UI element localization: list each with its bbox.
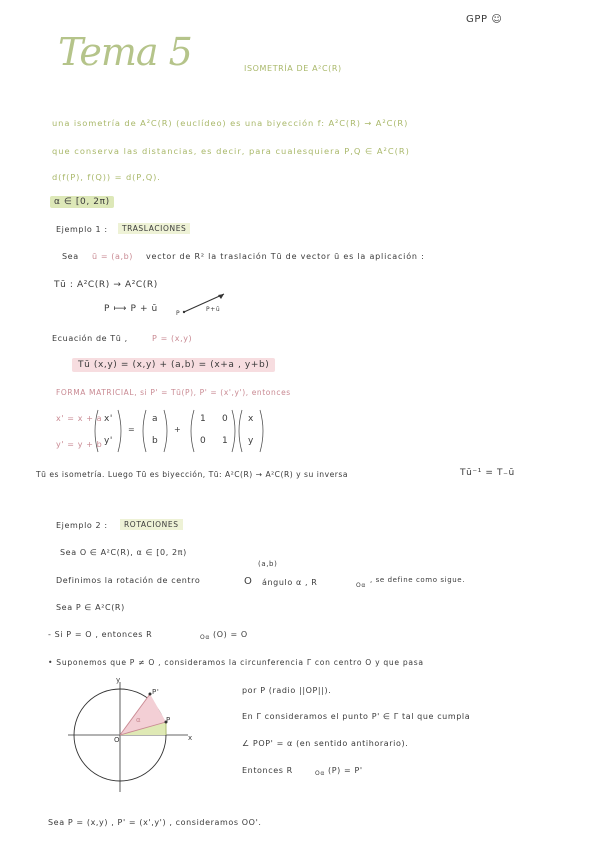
diagram-p-label: P: [176, 310, 181, 317]
diagram-pprime-label: P': [152, 688, 160, 696]
matrix-b-1: b: [152, 436, 159, 446]
diagram-pu-label: P+ū: [206, 306, 221, 313]
example-2-label: Ejemplo 2 :: [56, 521, 108, 530]
e1-map-2: P ⟼ P + ū: [104, 304, 158, 314]
e2-case-1-sub: Oα: [200, 634, 210, 641]
diagram-alpha-label: α: [136, 716, 142, 724]
matrix-id-1: 0: [222, 414, 229, 424]
example-1-label: Ejemplo 1 :: [56, 225, 108, 234]
e2-line-2-o: O: [244, 576, 253, 587]
matrix-id-3: 1: [222, 436, 229, 446]
matrix-lhs-0: x': [104, 414, 114, 424]
e2-line-2-sub: Oα: [356, 582, 366, 589]
definition-line-3: d(f(P), f(Q)) = d(P,Q).: [52, 172, 161, 182]
matrix-xy-0: x: [248, 414, 254, 424]
e2-right-3: ∠ POP' = α (en sentido antihorario).: [242, 739, 409, 748]
matrix-id-2: 0: [200, 436, 207, 446]
definition-line-2: que conserva las distancias, es decir, para cualesquiera P,Q ∈ A²C(R): [52, 146, 410, 156]
matrix-lhs-1: y': [104, 436, 114, 446]
example-1-tag: TRASLACIONES: [118, 223, 190, 234]
e1-forma-matricial: FORMA MATRICIAL, si P' = Tū(P), P' = (x',y'), entonces: [56, 388, 291, 397]
matrix-id-0: 1: [200, 414, 207, 424]
e1-inverse: Tū⁻¹ = T₋ū: [460, 468, 515, 478]
translation-arrow-diagram: [174, 288, 234, 318]
e1-ecuacion-point: P = (x,y): [152, 334, 193, 343]
matrix-equals: =: [128, 425, 136, 434]
e2-right-4-end: (P) = P': [328, 766, 363, 775]
matrix-xy-1: y: [248, 436, 254, 446]
e2-line-3: Sea P ∈ A²C(R): [56, 603, 125, 612]
e2-case-2: • Suponemos que P ≠ O , consideramos la circunferencia Γ con centro O y que pasa: [48, 658, 424, 667]
rotation-diagram: [66, 676, 196, 794]
matrix-plus: +: [174, 425, 182, 434]
e2-line-2a: Definimos la rotación de centro: [56, 576, 201, 585]
e1-line1-rest: vector de R² la traslación Tū de vector ū es la aplicación :: [146, 252, 425, 261]
definition-line-1: una isometría de A²C(R) (euclídeo) es una biyección f: A²C(R) → A²C(R): [52, 118, 409, 128]
diagram-y-label: y: [116, 676, 121, 684]
e2-line-2b: ángulo α , R: [262, 578, 318, 587]
e1-line1-u: ū = (a,b): [92, 252, 134, 261]
alpha-box: α ∈ [0, 2π): [50, 196, 114, 208]
e2-right-4-sub: Oα: [315, 770, 325, 777]
e2-bottom-line: Sea P = (x,y) , P' = (x',y') , consideramos OO'.: [48, 818, 262, 827]
e2-right-1: por P (radio ||OP||).: [242, 686, 332, 695]
diagram-p-label: P: [166, 716, 171, 724]
diagram-o-label: O: [114, 736, 121, 744]
e2-line-2-sup: (a,b): [258, 560, 278, 568]
diagram-x-label: x: [188, 734, 193, 742]
example-2-tag: ROTACIONES: [120, 519, 183, 530]
page-subtitle: ISOMETRÍA DE A²C(R): [244, 64, 342, 73]
e2-line-1: Sea O ∈ A²C(R), α ∈ [0, 2π): [60, 548, 187, 557]
e1-conclusion: Tū es isometría. Luego Tū es biyección, Tū: A²C(R) → A²C(R) y su inversa: [36, 470, 349, 479]
e2-line-2c: , se define como sigue.: [370, 576, 466, 584]
e1-eq-1: x' = x + a: [56, 414, 103, 423]
e1-map-1: Tū : A²C(R) → A²C(R): [54, 280, 158, 290]
e1-line1-sea: Sea: [62, 252, 79, 261]
header-tag: GPP ☺: [466, 14, 503, 25]
matrix-b-0: a: [152, 414, 159, 424]
e2-case-1-end: (O) = O: [213, 630, 248, 639]
e2-right-4: Entonces R: [242, 766, 293, 775]
e2-right-2: En Γ consideramos el punto P' ∈ Γ tal que cumpla: [242, 712, 471, 721]
e1-formula: Tū (x,y) = (x,y) + (a,b) = (x+a , y+b): [72, 358, 275, 372]
page-title: Tema 5: [58, 30, 192, 74]
e1-ecuacion: Ecuación de Tū ,: [52, 334, 128, 343]
e1-eq-2: y' = y + b: [56, 440, 103, 449]
e2-case-1: - Si P = O , entonces R: [48, 630, 153, 639]
